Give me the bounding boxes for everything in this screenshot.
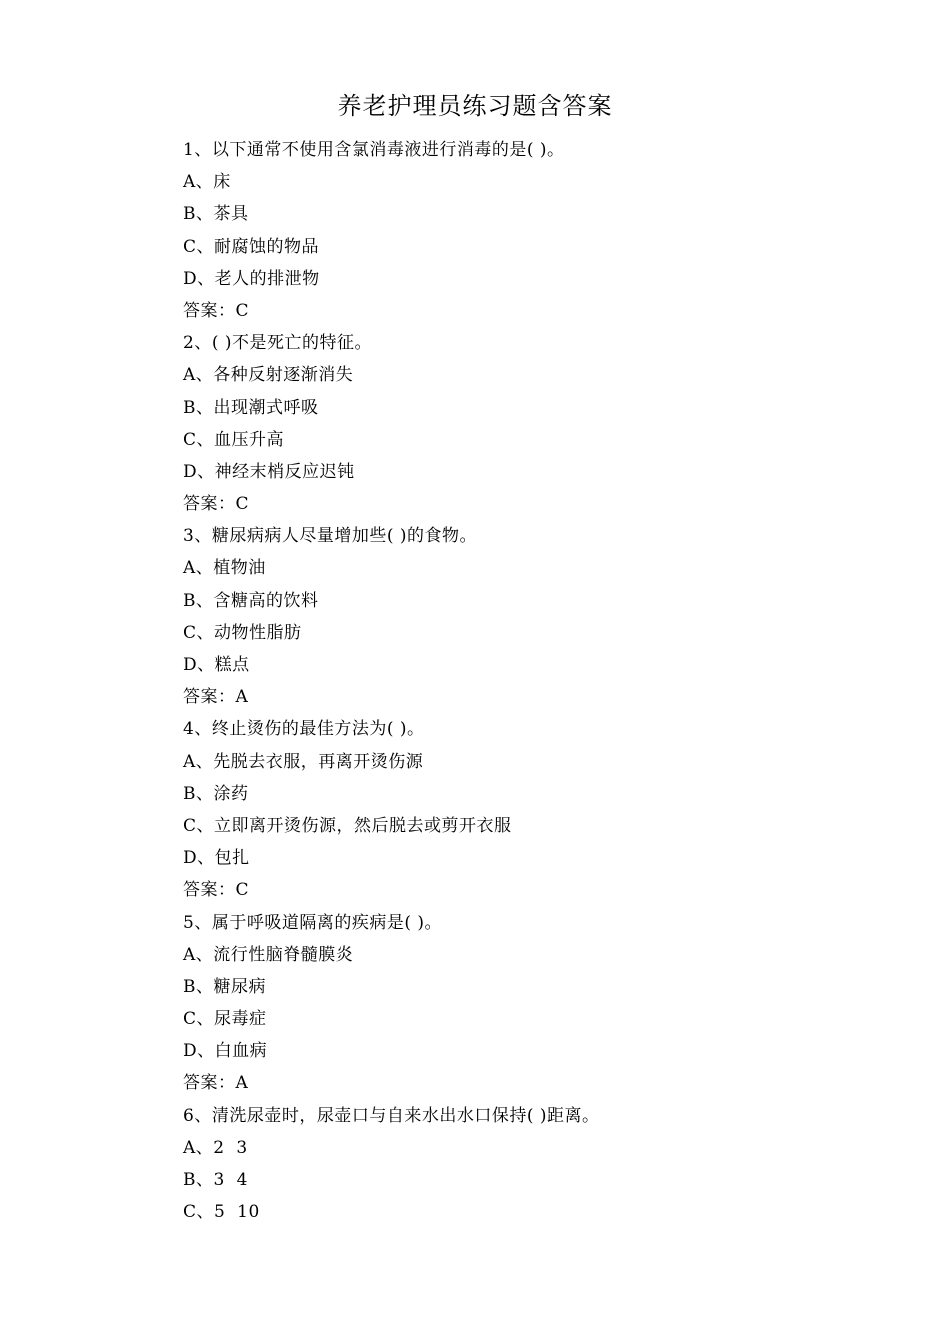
question-3-option-d: D、糕点 [183,655,250,675]
question-2-option-b: B、出现潮式呼吸 [183,397,319,418]
question-2-text: 2、( )不是死亡的特征。 [183,333,372,354]
question-5-text: 5、属于呼吸道隔离的疾病是( )。 [183,912,442,933]
question-3-option-b: B、含糖高的饮料 [183,590,319,611]
question-1-text: 1、以下通常不使用含氯消毒液进行消毒的是( )。 [183,140,565,160]
question-3-answer: 答案：A [183,687,249,708]
question-2-option-a: A、各种反射逐渐消失 [183,365,354,386]
question-4-text: 4、终止烫伤的最佳方法为( )。 [183,719,425,740]
question-1-option-b: B、茶具 [183,204,249,225]
question-5-answer: 答案：A [183,1073,249,1094]
question-4-option-a: A、先脱去衣服，再离开烫伤源 [183,751,424,772]
question-3-text: 3、糖尿病病人尽量增加些( )的食物。 [183,526,477,547]
question-1-option-a: A、床 [183,172,231,193]
question-2-option-c: C、血压升高 [183,429,285,450]
question-4-option-b: B、涂药 [183,783,249,804]
question-6-option-a: A、2 3 [183,1137,248,1158]
question-6-option-b: B、3 4 [183,1170,248,1190]
question-1-answer: 答案：C [183,300,250,321]
question-4-option-c: C、立即离开烫伤源，然后脱去或剪开衣服 [183,815,512,836]
question-5-option-b: B、糖尿病 [183,976,266,997]
question-1-option-d: D、老人的排泄物 [183,268,320,289]
question-2-answer: 答案：C [183,494,250,515]
question-5-option-c: C、尿毒症 [183,1009,267,1030]
question-4-option-d: D、包扎 [183,848,250,869]
question-2-option-d: D、神经末梢反应迟钝 [183,461,355,482]
question-list [183,134,883,1228]
question-3-option-a: A、植物油 [183,558,266,579]
question-3-option-c: C、动物性脂肪 [183,622,302,643]
question-6-option-c: C、5 10 [183,1202,260,1223]
question-4-answer: 答案：C [183,880,250,901]
question-5-option-d: D、白血病 [183,1041,268,1062]
document-title: 养老护理员练习题含答案 [337,92,613,120]
question-1-option-c: C、耐腐蚀的物品 [183,236,320,257]
question-6-text: 6、清洗尿壶时，尿壶口与自来水出水口保持( )距离。 [183,1105,600,1126]
question-5-option-a: A、流行性脑脊髓膜炎 [183,944,354,965]
